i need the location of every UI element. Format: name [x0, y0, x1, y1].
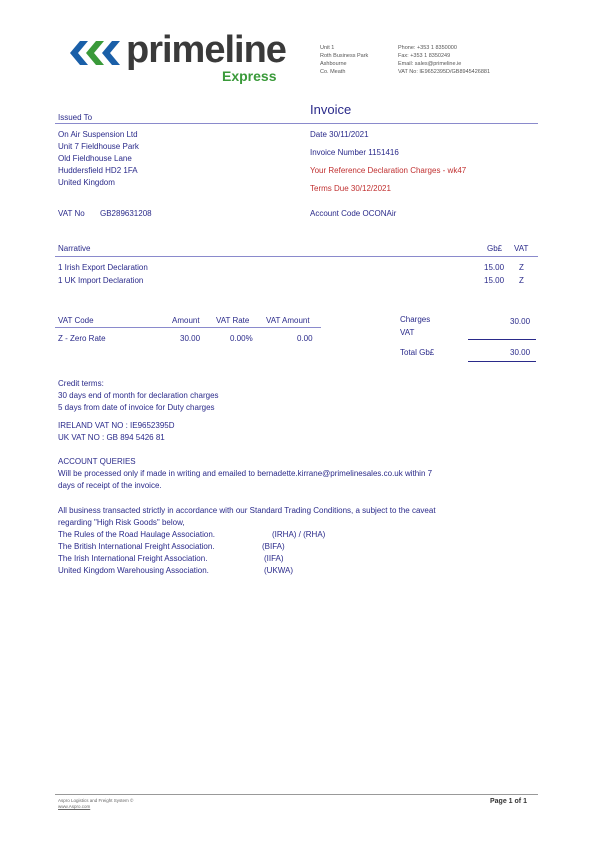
vat-col-rate: VAT Rate	[216, 316, 250, 325]
vat-numbers: IRELAND VAT NO : IE9652395D UK VAT NO : GB 894 5426 81	[58, 421, 175, 442]
vat-col-code: VAT Code	[58, 316, 94, 325]
brand-name: primeline	[126, 29, 286, 71]
total-value: 30.00	[510, 348, 531, 357]
account-queries: ACCOUNT QUERIES Will be processed only if made in writing and emailed to bernadette.kirrane@primelinesales.co.uk within 7 days of receipt of the invoice.	[58, 457, 433, 490]
customer-vat-label: VAT No	[58, 209, 85, 218]
page-number: Page 1 of 1	[490, 798, 527, 805]
footer-divider	[55, 794, 538, 795]
associations-list	[58, 529, 358, 577]
invoice-date: Date 30/11/2021	[310, 130, 369, 139]
list-item: The British International Freight Association. (BIFA)	[58, 542, 285, 551]
table-row-narrative: 1 UK Import Declaration	[58, 276, 144, 285]
total-underline	[468, 361, 536, 362]
customer-address: On Air Suspension Ltd Unit 7 Fieldhouse Park Old Fieldhouse Lane Huddersfield HD2 1FA United Kingdom	[58, 130, 139, 187]
company-address: Unit 1 Roth Business Park Ashbourne Co. Meath	[320, 45, 369, 75]
invoice-terms: Terms Due 30/12/2021	[310, 184, 391, 193]
vat-col-vat-amount: VAT Amount	[266, 316, 310, 325]
list-item: The Rules of the Road Haulage Association. (IRHA) / (RHA)	[58, 530, 326, 539]
company-contact: Phone: +353 1 8350000 Fax: +353 1 8350249 Email: sales@primeline.ie VAT No: IE9652395D/GB8945426881	[398, 45, 491, 75]
table-row-amount: 15.00	[484, 276, 505, 285]
col-vat: VAT	[514, 244, 529, 253]
items-divider	[55, 256, 538, 257]
table-row-vat: Z	[519, 276, 524, 285]
invoice-number: Invoice Number 1151416	[310, 148, 399, 157]
col-gbp: Gb£	[487, 244, 503, 253]
trading-conditions: All business transacted strictly in accordance with our Standard Trading Conditions, a subject to the caveat regarding "High Risk Goods" below,	[58, 506, 436, 527]
col-narrative: Narrative	[58, 244, 91, 253]
table-row-amount: 15.00	[484, 263, 505, 272]
table-row-narrative: 1 Irish Export Declaration	[58, 263, 148, 272]
vat-total-label: VAT	[400, 328, 415, 337]
customer-vat-value: GB289631208	[100, 209, 152, 218]
list-item: United Kingdom Warehousing Association. (UKWA)	[58, 566, 294, 575]
brand-sub: Express	[222, 68, 277, 84]
invoice-reference: Your Reference Declaration Charges - wk47	[310, 166, 467, 175]
vat-row-amount: 30.00	[180, 334, 201, 343]
account-code: Account Code OCONAir	[310, 209, 397, 218]
charges-value: 30.00	[510, 317, 531, 326]
vat-row-code: Z - Zero Rate	[58, 334, 106, 343]
credit-terms: Credit terms: 30 days end of month for declaration charges 5 days from date of invoice for Duty charges	[58, 379, 219, 412]
total-label: Total Gb£	[400, 348, 435, 357]
vat-divider	[55, 327, 321, 328]
charges-label: Charges	[400, 315, 431, 324]
invoice-title: Invoice	[310, 102, 352, 117]
logo-chevrons-icon	[70, 39, 122, 67]
footer-credit: Aspro Logistics and Freight System © www.Aspro.com	[58, 798, 134, 809]
table-row-vat: Z	[519, 263, 524, 272]
vat-row-rate: 0.00%	[230, 334, 253, 343]
vat-col-amount: Amount	[172, 316, 200, 325]
list-item: The Irish International Freight Association. (IIFA)	[58, 554, 284, 563]
totals-divider	[468, 339, 536, 340]
vat-row-vat-amount: 0.00	[297, 334, 313, 343]
header-divider	[55, 123, 538, 124]
issued-to-label: Issued To	[58, 113, 93, 122]
